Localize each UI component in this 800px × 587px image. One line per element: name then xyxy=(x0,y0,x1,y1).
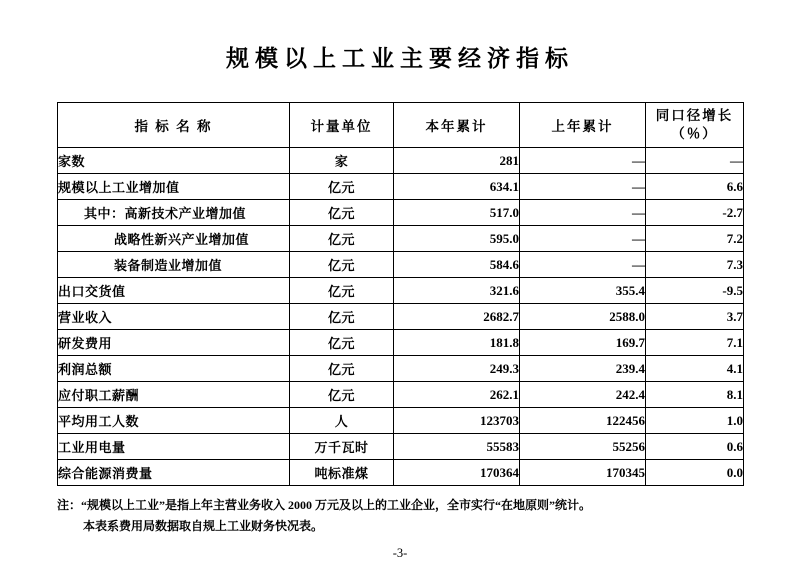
row-previous-year-value: 355.4 xyxy=(520,278,646,304)
table-row xyxy=(58,434,744,460)
row-unit: 万千瓦时 xyxy=(290,434,394,460)
row-indicator-name: 其中：高新技术产业增加值 xyxy=(58,200,290,226)
row-previous-year-value: 242.4 xyxy=(520,382,646,408)
row-current-year-value: 262.1 xyxy=(394,382,520,408)
table-row xyxy=(58,278,744,304)
row-indicator-name: 营业收入 xyxy=(58,304,290,330)
row-unit: 亿元 xyxy=(290,226,394,252)
row-growth-value: 7.1 xyxy=(646,330,744,356)
row-previous-year-value: — xyxy=(520,174,646,200)
table-row xyxy=(58,330,744,356)
indicators-table xyxy=(57,102,744,486)
row-unit: 亿元 xyxy=(290,278,394,304)
indicators-table-wrapper xyxy=(57,102,743,486)
header-growth xyxy=(646,103,744,148)
header-growth-line2: （％） xyxy=(671,126,718,141)
row-previous-year-value: 169.7 xyxy=(520,330,646,356)
table-row xyxy=(58,408,744,434)
row-previous-year-value: 170345 xyxy=(520,460,646,486)
row-current-year-value: 181.8 xyxy=(394,330,520,356)
row-indicator-name: 规模以上工业增加值 xyxy=(58,174,290,200)
header-growth-line1: 同口径增长 xyxy=(655,107,734,123)
row-unit: 人 xyxy=(290,408,394,434)
row-current-year-value: 595.0 xyxy=(394,226,520,252)
page-number: -3- xyxy=(392,546,408,560)
row-indicator-name: 综合能源消费量 xyxy=(58,460,290,486)
table-notes xyxy=(57,495,743,537)
row-indicator-name: 平均用工人数 xyxy=(58,408,290,434)
row-growth-value: 7.2 xyxy=(646,226,744,252)
row-current-year-value: 281 xyxy=(394,148,520,174)
page-title: 规模以上工业主要经济指标 xyxy=(226,46,574,71)
table-row xyxy=(58,356,744,382)
row-previous-year-value: — xyxy=(520,252,646,278)
table-body xyxy=(58,148,744,486)
row-indicator-name: 研发费用 xyxy=(58,330,290,356)
row-growth-value: -2.7 xyxy=(646,200,744,226)
table-row xyxy=(58,174,744,200)
row-current-year-value: 2682.7 xyxy=(394,304,520,330)
note-line-2: 本表系费用局数据取自规上工业财务快况表。 xyxy=(83,519,324,533)
row-growth-value: -9.5 xyxy=(646,278,744,304)
row-growth-value: 7.3 xyxy=(646,252,744,278)
note-line-1: 注：“规模以上工业”是指上年主营业务收入 2000 万元及以上的工业企业，全市实行“在地原则”统计。 xyxy=(57,498,592,512)
row-current-year-value: 634.1 xyxy=(394,174,520,200)
row-current-year-value: 170364 xyxy=(394,460,520,486)
row-unit: 亿元 xyxy=(290,356,394,382)
row-unit: 亿元 xyxy=(290,252,394,278)
row-growth-value: 1.0 xyxy=(646,408,744,434)
header-current-year: 本年累计 xyxy=(394,103,520,148)
header-unit: 计量单位 xyxy=(290,103,394,148)
table-row xyxy=(58,148,744,174)
row-previous-year-value: 2588.0 xyxy=(520,304,646,330)
header-row xyxy=(58,103,744,148)
row-previous-year-value: — xyxy=(520,226,646,252)
row-growth-value: 8.1 xyxy=(646,382,744,408)
row-current-year-value: 55583 xyxy=(394,434,520,460)
row-unit: 亿元 xyxy=(290,382,394,408)
row-unit: 亿元 xyxy=(290,330,394,356)
row-current-year-value: 249.3 xyxy=(394,356,520,382)
row-current-year-value: 517.0 xyxy=(394,200,520,226)
row-unit: 亿元 xyxy=(290,304,394,330)
row-previous-year-value: 55256 xyxy=(520,434,646,460)
row-unit: 亿元 xyxy=(290,174,394,200)
row-unit: 吨标准煤 xyxy=(290,460,394,486)
row-current-year-value: 321.6 xyxy=(394,278,520,304)
table-row xyxy=(58,200,744,226)
row-growth-value: 0.6 xyxy=(646,434,744,460)
table-row xyxy=(58,382,744,408)
row-indicator-name: 工业用电量 xyxy=(58,434,290,460)
row-growth-value: 3.7 xyxy=(646,304,744,330)
table-row xyxy=(58,226,744,252)
table-row xyxy=(58,304,744,330)
row-indicator-name: 利润总额 xyxy=(58,356,290,382)
row-unit: 家 xyxy=(290,148,394,174)
row-previous-year-value: 239.4 xyxy=(520,356,646,382)
table-header xyxy=(58,103,744,148)
row-indicator-name: 装备制造业增加值 xyxy=(58,252,290,278)
row-current-year-value: 584.6 xyxy=(394,252,520,278)
row-previous-year-value: — xyxy=(520,148,646,174)
document-page xyxy=(0,40,800,587)
header-previous-year: 上年累计 xyxy=(520,103,646,148)
row-indicator-name: 应付职工薪酬 xyxy=(58,382,290,408)
header-indicator-name: 指 标 名 称 xyxy=(58,103,290,148)
row-current-year-value: 123703 xyxy=(394,408,520,434)
row-indicator-name: 战略性新兴产业增加值 xyxy=(58,226,290,252)
row-indicator-name: 出口交货值 xyxy=(58,278,290,304)
table-row xyxy=(58,460,744,486)
table-row xyxy=(58,252,744,278)
row-growth-value: — xyxy=(646,148,744,174)
row-unit: 亿元 xyxy=(290,200,394,226)
row-previous-year-value: 122456 xyxy=(520,408,646,434)
row-growth-value: 0.0 xyxy=(646,460,744,486)
row-previous-year-value: — xyxy=(520,200,646,226)
row-indicator-name: 家数 xyxy=(58,148,290,174)
row-growth-value: 4.1 xyxy=(646,356,744,382)
row-growth-value: 6.6 xyxy=(646,174,744,200)
